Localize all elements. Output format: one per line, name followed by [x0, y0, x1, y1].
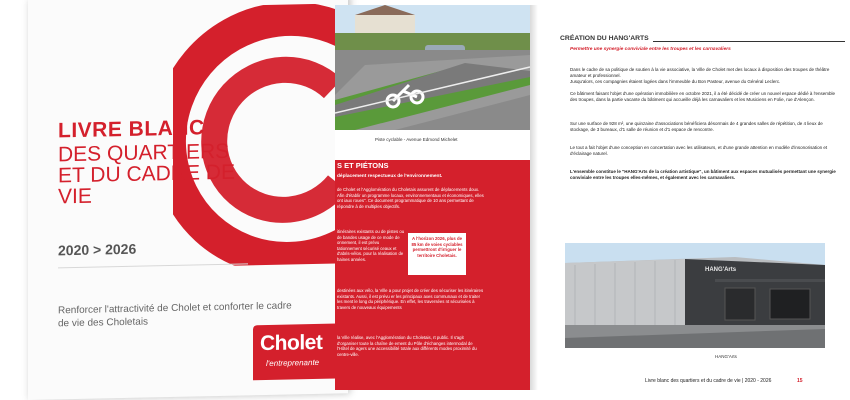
- cholet-brand-name: Cholet: [260, 330, 323, 356]
- left-paragraph-3: destinées aux vélo, la Ville a pour projet de créer des sécuriser les itinéraires existants. Aussi, il est prévu er les principaux axes communaux et de traiter les ment le long du périphérique. En effet, les traversées nt sécurisées à travers de nouveaux équipements: [337, 288, 484, 310]
- left-section-title: S ET PIÉTONS: [337, 161, 389, 170]
- callout-text: A l'horizon 2026, plus de 85 km de voies cyclables permettront d'irriguer le territoire Choletais.: [411, 236, 463, 258]
- cover-page: [28, 0, 348, 400]
- cover-title-line1: LIVRE BLANC: [58, 116, 205, 143]
- right-paragraph-1c: Ce bâtiment faisant l'objet d'une opération immobilière en octobre 2021, il a été décidé de créer un nouvel espace dédié à l'ensemble des troupes, dans la partie vacante du bâtiment qui accueille déjà les carnavaliers et les Musiciens en Folie, rue d'Alençon.: [570, 91, 835, 102]
- right-paragraph-2: Sur une surface de 928 m², une quinzaine d'associations bénéficiera désormais de 4 grandes salles de répétition, de 4 lieux de stockage, de 3 bureaux, d'1 salle de réunion et d'1 espace de rencontre.: [570, 121, 823, 132]
- right-section-title: CRÉATION DU HANG'ARTS: [560, 35, 653, 42]
- right-subtitle: Permettre une synergie conviviale entre les troupes et les carnavaliers: [570, 47, 731, 52]
- cholet-brand-subtitle: l'entreprenante: [266, 357, 320, 369]
- right-paragraph-4: L'ensemble constitue le "HANG'Arts de la création artistique", un bâtiment aux espaces mutualisés permettant une synergie conviviale entre les troupes elles-mêmes, et également avec les carnavaliers.: [570, 169, 836, 180]
- right-paragraph-1: Dans le cadre de sa politique de soutien à la vie associative, la Ville de Cholet met des locaux à disposition des troupes de théâtre amateur et professionnel.: [570, 67, 830, 78]
- spread-right-page: [530, 5, 850, 390]
- page-number: 15: [797, 378, 803, 384]
- hangarts-building-photo: [565, 243, 825, 348]
- spread-left-page: [335, 5, 530, 390]
- right-paragraph-1b: Jusqu'alors, ces compagnies étaient logées dans l'immeuble du Bon Pasteur, avenue du Général Leclerc.: [570, 79, 781, 84]
- right-paragraph-3: Le tout a fait l'objet d'une conception en concertation avec les utilisateurs, et d'une grande attention en modèle d'insonorisation et d'éclairage naturel.: [570, 145, 828, 156]
- left-paragraph-4: la Ville réalise, avec l'Agglomération du Choletais, rt public. Il s'agit d'organiser toute la chaîne de ement du Pôle d'échanges intermodal de l'Hôtel de agers une accessibilité totale aux différents modes proximité du centre-ville.: [337, 335, 477, 357]
- left-lead: déplacement respectueux de l'environnement.: [337, 174, 443, 179]
- left-paragraph-1: de Cholet et l'Agglomération du Choletais assurent de déplacements doux. Afin d'établir un programme locaux, environnementaux et économiques, elles ont iaux roues". Ce document programmatique de 10 ans permettant de répondre à de multiples objectifs.: [337, 187, 484, 209]
- cover-tagline: Renforcer l'attractivité de Cholet et conforter le cadre de vie des Choletais: [58, 300, 292, 330]
- left-paragraph-2: itinéraires existants ou de pistes ou de bandes usage de ce mode de onnement, il est prévu tationnement sécurisé ceaux et d'abris-vélos. pour la réalisation de haines années.: [337, 229, 405, 262]
- hangarts-photo-caption: HANG'Arts: [715, 354, 737, 359]
- bike-lane-photo: [335, 5, 530, 130]
- cover-years: 2020 > 2026: [58, 240, 137, 259]
- cover-title-line2: DES QUARTIERS ET DU CADRE DE VIE: [58, 139, 235, 209]
- hangarts-building-sign: HANG'Arts: [705, 267, 737, 273]
- page-gutter-shadow: [530, 5, 538, 390]
- page-footer: Livre blanc des quartiers et du cadre de vie | 2020 - 2026: [645, 378, 772, 384]
- bike-lane-caption: Piste cyclable - Avenue Edmond Michelet: [375, 137, 458, 142]
